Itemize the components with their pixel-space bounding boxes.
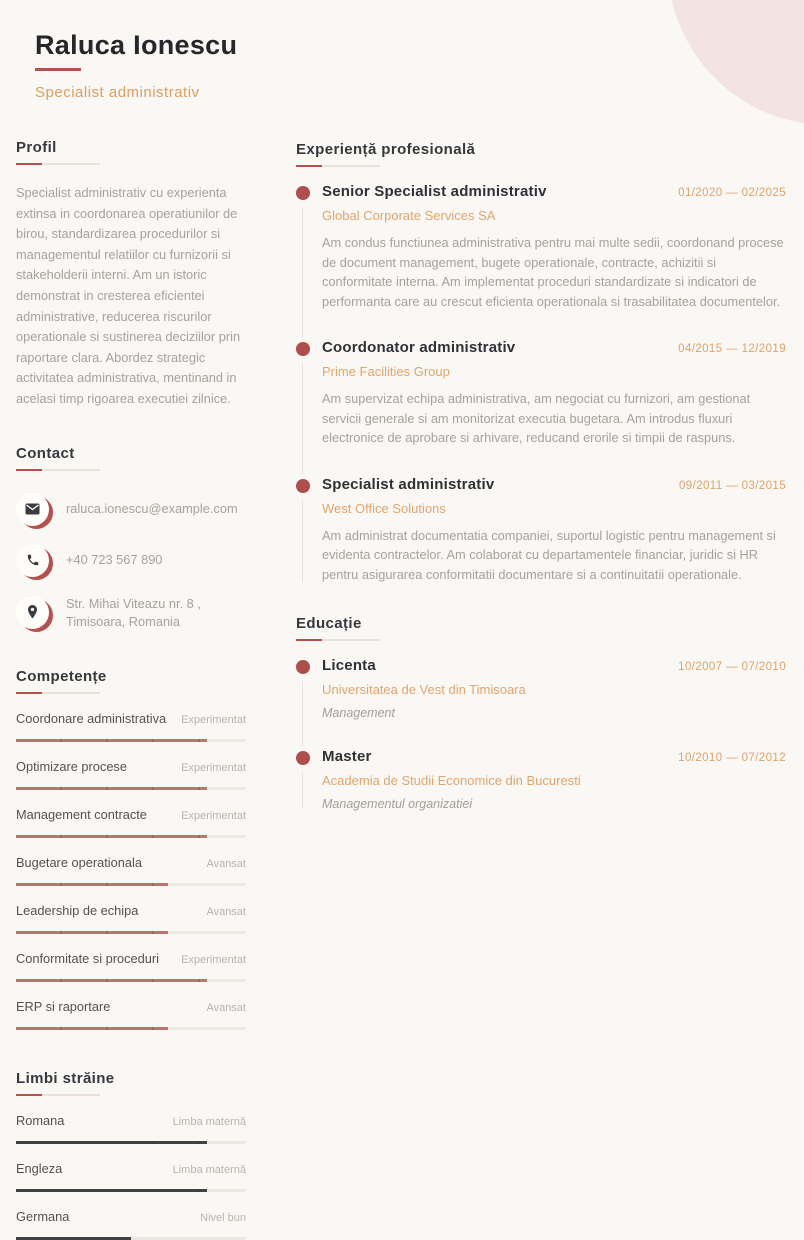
language-bar-track [16,1141,246,1144]
skill-name: ERP si raportare [16,998,111,1014]
language-level: Limba maternă [172,1115,246,1128]
decorative-circle [668,0,804,125]
email-icon [16,493,49,526]
heading-underline [16,163,100,165]
contact-email[interactable]: raluca.ionescu@example.com [66,501,238,517]
experience-item [296,183,786,311]
field-of-study: Management [322,706,395,720]
skill-name: Management contracte [16,806,147,822]
languages-list [16,1113,246,1240]
name-underline [35,68,81,71]
skill-bar-track [16,979,246,982]
job-dates: 01/2020 — 02/2025 [678,187,786,199]
location-icon [16,596,49,629]
company-name: Prime Facilities Group [322,364,450,379]
language-level: Limba maternă [172,1163,246,1176]
skill-item [16,855,246,886]
education-dates: 10/2010 — 07/2012 [678,752,786,764]
school-name: Universitatea de Vest din Timisoara [322,682,526,697]
skill-bar-track [16,931,246,934]
heading-underline [296,639,380,641]
skill-bar-fill [16,883,168,886]
language-bar-fill [16,1237,131,1240]
contact-phone[interactable]: +40 723 567 890 [66,552,163,568]
education-item [296,748,786,811]
language-bar-fill [16,1141,207,1144]
heading-underline [16,692,100,694]
language-name: Romana [16,1112,65,1128]
skill-bar-track [16,883,246,886]
languages-section [16,1070,246,1240]
timeline-line [302,363,303,474]
job-position: Coordonator administrativ [322,339,516,356]
skill-level: Experimentat [181,761,246,774]
skills-list [16,711,246,1030]
degree-name: Master [322,748,372,765]
job-dates: 04/2015 — 12/2019 [678,343,786,355]
company-name: West Office Solutions [322,500,446,516]
timeline-line [302,681,303,746]
skill-name: Conformitate si proceduri [16,950,159,966]
language-item [16,1209,246,1240]
skills-heading: Competențe [16,667,107,685]
education-heading: Educație [296,615,362,632]
skill-bar-track [16,739,246,742]
language-bar-track [16,1237,246,1240]
skill-level: Avansat [206,857,246,870]
contact-row-address [16,595,246,631]
skill-bar-track [16,835,246,838]
skill-bar-track [16,787,246,790]
language-item [16,1161,246,1192]
education-timeline [296,657,786,811]
language-bar-fill [16,1189,207,1192]
education-section [296,615,786,811]
skill-bar-fill [16,979,207,982]
heading-underline [296,165,380,167]
phone-icon [16,544,49,577]
experience-timeline [296,183,786,584]
timeline-line [302,207,303,337]
skill-item [16,951,246,982]
skill-bar-fill [16,787,207,790]
contact-section [16,445,246,631]
company-name: Global Corporate Services SA [322,208,496,223]
timeline-line [302,772,303,809]
heading-underline [16,1094,100,1096]
job-title: Specialist administrativ [35,84,200,101]
skill-bar-fill [16,835,207,838]
skills-section [16,668,246,1030]
skill-level: Experimentat [181,809,246,822]
skill-item [16,999,246,1030]
job-dates: 09/2011 — 03/2015 [679,479,786,492]
skill-bar-track [16,1027,246,1030]
skill-name: Optimizare procese [16,758,127,774]
job-position: Senior Specialist administrativ [322,183,547,200]
degree-name: Licenta [322,657,376,674]
sidebar [16,139,246,1240]
skill-level: Experimentat [181,713,246,726]
timeline-dot [296,342,310,356]
language-item [16,1113,246,1144]
experience-heading: Experiență profesională [296,141,476,158]
skill-level: Experimentat [181,953,246,966]
language-level: Nivel bun [200,1211,246,1224]
skill-name: Leadership de echipa [16,902,139,918]
contact-address: Str. Mihai Viteazu nr. 8 , Timisoara, Romania [66,595,201,629]
job-description: Am supervizat echipa administrativa, am negociat cu furnizori, am gestionat servicii generale si am monitorizat executia bugetara. Am introdus fluxuri electronice de aprobare si arhivare, reducand erorile si timpii de raspuns. [322,391,751,445]
skill-bar-fill [16,931,168,934]
skill-level: Avansat [206,1001,246,1014]
language-name: Engleza [16,1160,63,1176]
header [35,30,237,101]
skill-name: Coordonare administrativa [16,710,167,726]
profile-heading: Profil [16,139,57,156]
profile-text: Specialist administrativ cu experienta extinsa in coordonarea operatiunilor de birou, standardizarea procedurilor si managementul relatiilor cu furnizorii si stakeholderii interni. Am un istoric demonstrat in cresterea eficientei administrative, reducerea riscurilor operationale si sustinerea deciziilor prin raportare clara. Abordez strategic activitatea administrativa, mentinand in acelasi timp rigoarea executiei zilnice. [16,185,241,406]
experience-item [296,339,786,448]
skill-bar-fill [16,739,207,742]
heading-underline [16,469,100,471]
education-item [296,657,786,720]
skill-bar-fill [16,1027,168,1030]
person-name: Raluca Ionescu [35,30,238,60]
school-name: Academia de Studii Economice din Bucuresti [322,773,581,788]
skill-item [16,807,246,838]
skill-item [16,759,246,790]
contact-heading: Contact [16,444,75,462]
language-name: Germana [16,1208,70,1224]
skill-item [16,903,246,934]
field-of-study: Managementul organizatiei [322,797,473,811]
job-position: Specialist administrativ [322,475,495,493]
education-dates: 10/2007 — 07/2010 [678,661,786,673]
language-bar-track [16,1189,246,1192]
timeline-dot [296,479,310,493]
timeline-dot [296,751,310,765]
skill-level: Avansat [206,905,246,918]
timeline-line [302,500,303,583]
profile-section [16,139,246,410]
main-content [296,141,786,811]
experience-item [296,476,786,585]
timeline-dot [296,660,310,674]
skill-name: Bugetare operationala [16,854,142,870]
experience-section [296,141,786,584]
job-description: Am administrat documentatia companiei, suportul logistic pentru management si evidenta contractelor. Am colaborat cu departamentele financiar, juridic si HR pentru asigurarea conformitatii documentare si a continuitatii operationale. [322,527,776,582]
job-description: Am condus functiunea administrativa pentru mai multe sedii, coordonand procese de document management, bugete operationale, contracte, achizitii si conformitate interna. Am implementat proceduri standardizate si indicatori de performanta care au crescut eficienta operationala si trasabilitatea documentelor. [322,235,784,309]
skill-item [16,711,246,742]
contact-row-phone [16,544,246,577]
contact-row-email [16,493,246,526]
timeline-dot [296,186,310,200]
languages-heading: Limbi străine [16,1069,115,1087]
